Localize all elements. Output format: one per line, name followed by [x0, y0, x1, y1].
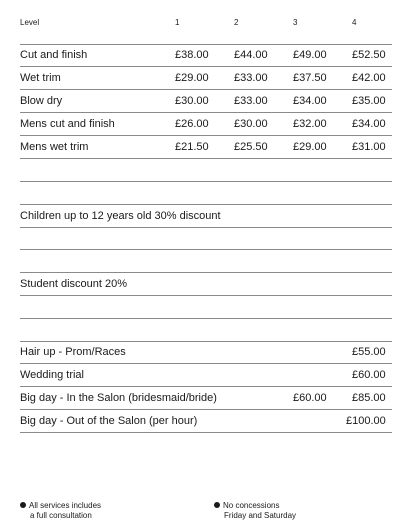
divider [20, 318, 392, 319]
service-name: Mens cut and finish [20, 118, 115, 130]
price-row [20, 45, 392, 67]
price-level-1: £21.50 [175, 141, 209, 153]
service-name: Blow dry [20, 95, 63, 107]
price-level-1: £30.00 [175, 95, 209, 107]
header-level-3: 3 [293, 18, 298, 27]
header-level: Level [20, 18, 40, 27]
price-level-4: £31.00 [352, 141, 386, 153]
service-name: Mens wet trim [20, 141, 89, 153]
price-level-3: £32.00 [293, 118, 327, 130]
price-level-4: £100.00 [346, 415, 386, 427]
special-row [20, 411, 392, 433]
header-level-4: 4 [352, 18, 357, 27]
price-level-4: £55.00 [352, 346, 386, 358]
price-level-3: £34.00 [293, 95, 327, 107]
divider [20, 204, 392, 205]
footnote-consultation: All services includes a full consultation [20, 501, 101, 521]
price-level-3: £49.00 [293, 49, 327, 61]
price-level-3: £37.50 [293, 72, 327, 84]
header-level-2: 2 [234, 18, 239, 27]
price-row [20, 137, 392, 159]
service-name: Big day - Out of the Salon (per hour) [20, 415, 198, 427]
service-name: Wedding trial [20, 369, 84, 381]
price-level-3: £29.00 [293, 141, 327, 153]
price-row [20, 68, 392, 90]
price-level-2: £33.00 [234, 72, 268, 84]
special-row [20, 388, 392, 410]
price-level-4: £85.00 [352, 392, 386, 404]
price-level-4: £60.00 [352, 369, 386, 381]
price-level-2: £30.00 [234, 118, 268, 130]
price-level-2: £44.00 [234, 49, 268, 61]
price-level-1: £38.00 [175, 49, 209, 61]
bullet-dot-icon [20, 502, 26, 508]
divider [20, 249, 392, 250]
divider [20, 272, 392, 273]
divider [20, 181, 392, 182]
price-level-4: £42.00 [352, 72, 386, 84]
price-level-4: £52.50 [352, 49, 386, 61]
service-name: Cut and finish [20, 49, 88, 61]
price-level-3: £60.00 [293, 392, 327, 404]
service-name: Wet trim [20, 72, 61, 84]
student-discount: Student discount 20% [20, 278, 128, 290]
price-level-1: £29.00 [175, 72, 209, 84]
price-row [20, 91, 392, 113]
service-name: Hair up - Prom/Races [20, 346, 126, 358]
price-level-2: £33.00 [234, 95, 268, 107]
price-level-4: £34.00 [352, 118, 386, 130]
price-row [20, 114, 392, 136]
bullet-dot-icon [214, 502, 220, 508]
special-row [20, 365, 392, 387]
children-discount: Children up to 12 years old 30% discount [20, 210, 221, 222]
header-level-1: 1 [175, 18, 180, 27]
price-level-2: £25.50 [234, 141, 268, 153]
footnote-concessions: No concessions Friday and Saturday [214, 501, 296, 521]
special-row [20, 342, 392, 364]
price-level-1: £26.00 [175, 118, 209, 130]
divider [20, 227, 392, 228]
service-name: Big day - In the Salon (bridesmaid/bride) [20, 392, 217, 404]
price-level-4: £35.00 [352, 95, 386, 107]
divider [20, 295, 392, 296]
